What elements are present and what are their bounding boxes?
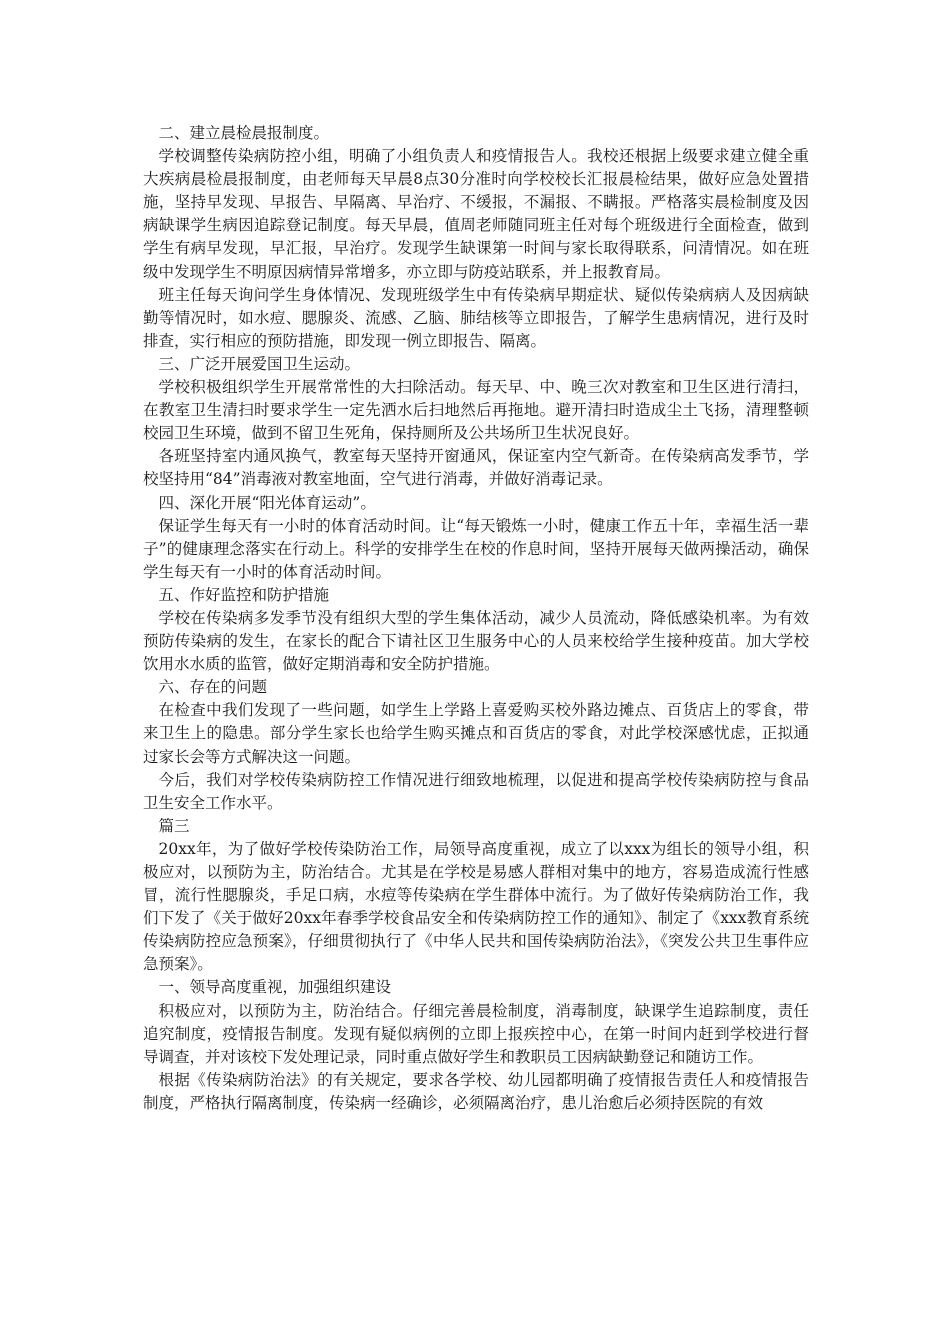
heading-section-4: 四、深化开展“阳光体育运动”。 (158, 493, 376, 512)
heading-section-6: 六、存在的问题 (158, 678, 268, 697)
paragraph: 积极应对，以预防为主，防治结合。仔细完善晨检制度，消毒制度，缺课学生追踪制度，责任追究制度，疫情报告制度。发现有疑似病例的立即上报疾控中心，在第一时间内赶到学校进行督导调查，并对该校下发处理记录，同时重点做好学生和教职员工因病缺勤登记和随访工作。 (143, 1001, 809, 1066)
paragraph: 学校在传染病多发季节没有组织大型的学生集体活动，减少人员流动，降低感染机率。为有效预防传染病的发生，在家长的配合下请社区卫生服务中心的人员来校给学生接种疫苗。加大学校饮用水水质的监管，做好定期消毒和安全防护措施。 (143, 608, 809, 674)
document-body (143, 122, 809, 1115)
paragraph: 班主任每天询问学生身体情况、发现班级学生中有传染病早期症状、疑似传染病病人及因病缺勤等情况时，如水痘、腮腺炎、流感、乙脑、肺结核等立即报告，了解学生患病情况，进行及时排查，实行相应的预防措施，即发现一例立即报告、隔离。 (143, 285, 809, 350)
heading-section-5: 五、作好监控和防护措施 (158, 585, 330, 604)
paragraph: 学校调整传染病防控小组，明确了小组负责人和疫情报告人。我校还根据上级要求建立健全重大疾病晨检晨报制度，由老师每天早晨8点30分准时向学校校长汇报晨检结果，做好应急处置措施，坚持早发现、早报告、早隔离、早治疗、不缓报，不漏报、不瞒报。严格落实晨检制度及因病缺课学生病因追踪登记制度。每天早晨，值周老师随同班主任对每个班级进行全面检查，做到学生有病早发现，早汇报，早治疗。发现学生缺课第一时间与家长取得联系，问清情况。如在班级中发现学生不明原因病情异常增多，亦立即与防疫站联系，并上报教育局。 (143, 147, 809, 281)
heading-section-3: 三、广泛开展爱国卫生运动。 (158, 354, 361, 373)
paragraph: 保证学生每天有一小时的体育活动时间。让“每天锻炼一小时，健康工作五十年，幸福生活一辈子”的健康理念落实在行动上。科学的安排学生在校的作息时间，坚持开展每天做两操活动，确保学生每天有一小时的体育活动时间。 (143, 516, 809, 581)
paragraph: 学校积极组织学生开展常常性的大扫除活动。每天早、中、晚三次对教室和卫生区进行清扫，在教室卫生清扫时要求学生一定先洒水后扫地然后再拖地。避开清扫时造成尘土飞扬，清理整顿校园卫生环境，做到不留卫生死角，保持厕所及公共场所卫生状况良好。 (143, 378, 809, 443)
paragraph: 今后，我们对学校传染病防控工作情况进行细致地梳理，以促进和提高学校传染病防控与食品卫生安全工作水平。 (143, 770, 809, 812)
heading-part-3: 篇三 (158, 816, 190, 835)
heading-section-1: 一、领导高度重视，加强组织建设 (158, 978, 392, 997)
paragraph: 20xx年，为了做好学校传染防治工作，局领导高度重视，成立了以xxx为组长的领导小组，积极应对，以预防为主，防治结合。尤其是在学校是易感人群相对集中的地方，容易造成流行性感冒，流行性腮腺炎，手足口病，水痘等传染病在学生群体中流行。为了做好传染病防治工作，我们下发了《关于做好20xx年春季学校食品安全和传染病防控工作的通知》、制定了《xxx教育系统传染病防控应急预案》，仔细贯彻执行了《中华人民共和国传染病防治法》，《突发公共卫生事件应急预案》。 (143, 839, 809, 974)
paragraph: 各班坚持室内通风换气，教室每天坚持开窗通风，保证室内空气新奇。在传染病高发季节，学校坚持用“84”消毒液对教室地面，空气进行消毒，并做好消毒记录。 (143, 447, 809, 489)
heading-section-2: 二、建立晨检晨报制度。 (158, 124, 330, 142)
paragraph: 在检查中我们发现了一些问题，如学生上学路上喜爱购买校外路边摊点、百货店上的零食，带来卫生上的隐患。部分学生家长也给学生购买摊点和百货店的零食，对此学校深感忧虑，正拟通过家长会等方式解决这一问题。 (143, 701, 809, 766)
paragraph: 根据《传染病防治法》的有关规定，要求各学校、幼儿园都明确了疫情报告责任人和疫情报告制度，严格执行隔离制度，传染病一经确诊，必须隔离治疗，患儿治愈后必须持医院的有效 (143, 1070, 809, 1112)
